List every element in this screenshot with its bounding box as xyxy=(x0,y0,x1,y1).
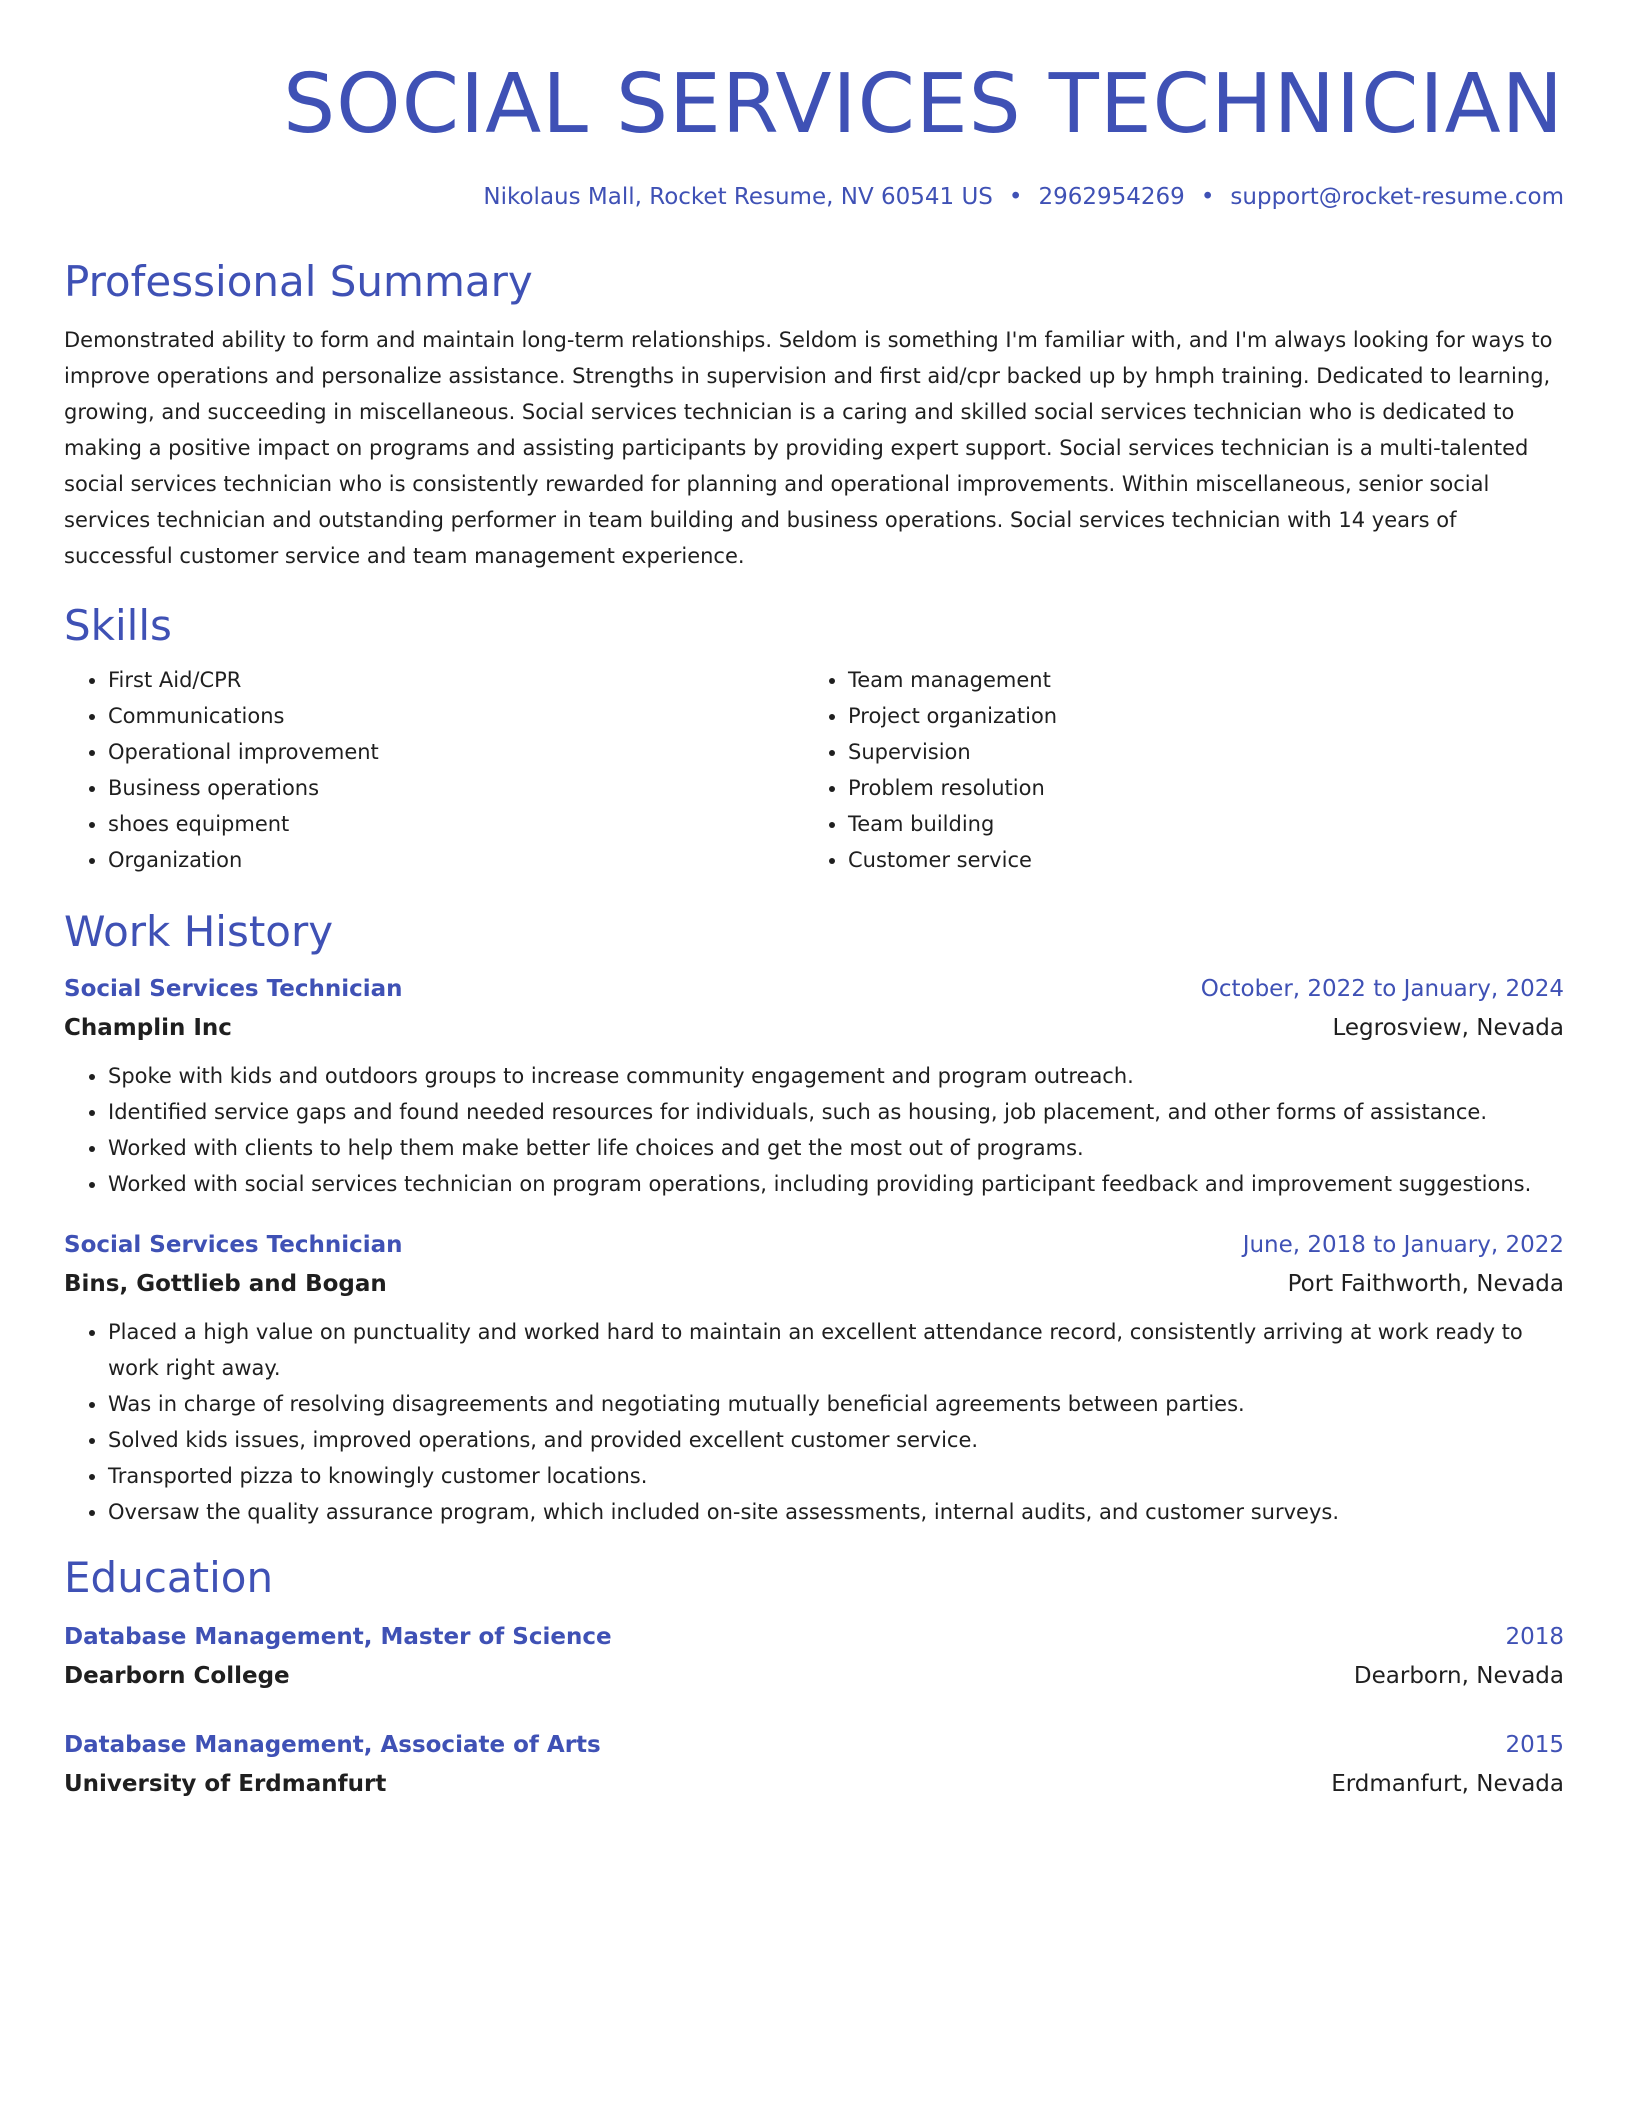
skills-column-left xyxy=(64,662,804,878)
job-location: Legrosview, Nevada xyxy=(1332,1015,1564,1041)
skill-item: • Supervision xyxy=(848,734,1544,770)
company-name: Champlin Inc xyxy=(64,1015,232,1041)
skill-item: • Customer service xyxy=(848,842,1544,878)
skill-item: • Project organization xyxy=(848,698,1544,734)
job-header-row xyxy=(64,970,1564,1008)
school-location: Dearborn, Nevada xyxy=(1353,1663,1564,1689)
job-bullet: • Oversaw the quality assurance program, which included on-site assessments, internal audits, and customer surveys. xyxy=(108,1494,1564,1530)
job-company-row xyxy=(64,1008,1564,1048)
separator-dot: • xyxy=(1200,184,1215,210)
candidate-name: SOCIAL SERVICES TECHNICIAN xyxy=(283,57,1564,152)
education-school-row xyxy=(64,1656,1564,1696)
phone: 2962954269 xyxy=(1038,184,1185,210)
school-name: University of Erdmanfurt xyxy=(64,1771,387,1797)
section-title-skills: Skills xyxy=(64,601,172,650)
skill-item: • Communications xyxy=(108,698,804,734)
job-bullet: • Placed a high value on punctuality and worked hard to maintain an excellent attendance record, consistently arriving at work ready to work right away. xyxy=(108,1314,1564,1386)
job-location: Port Faithworth, Nevada xyxy=(1287,1271,1564,1297)
job-bullets xyxy=(64,1314,1564,1530)
skill-item: • Problem resolution xyxy=(848,770,1544,806)
job-dates: October, 2022 to January, 2024 xyxy=(1200,976,1564,1002)
contact-line xyxy=(64,180,1564,214)
education-entry xyxy=(64,1618,1564,1696)
job-header-row xyxy=(64,1226,1564,1264)
job-bullet: • Transported pizza to knowingly customer locations. xyxy=(108,1458,1564,1494)
skill-item: • Team building xyxy=(848,806,1544,842)
skills-list xyxy=(64,662,1564,878)
resume-page xyxy=(64,0,1564,1804)
graduation-year: 2015 xyxy=(1505,1732,1564,1758)
section-title-education: Education xyxy=(64,1553,274,1602)
skills-column-right xyxy=(804,662,1544,878)
degree-title: Database Management, Master of Science xyxy=(64,1624,612,1650)
job-bullet: • Identified service gaps and found needed resources for individuals, such as housing, job placement, and other forms of assistance. xyxy=(108,1094,1564,1130)
summary-text: Demonstrated ability to form and maintain long-term relationships. Seldom is something I'm familiar with, and I'm always looking for ways to improve operations and personalize assistance. Strengths in supervision and first aid/cpr backed up by hmph training. Dedicated to learning, growing, and succeeding in miscellaneous. Social services technician is a caring and skilled social services technician who is dedicated to making a positive impact on programs and assisting participants by providing expert support. Social services technician is a multi-talented social services technician who is consistently rewarded for planning and operational improvements. Within miscellaneous, senior social services technician and outstanding performer in team building and business operations. Social services technician with 14 years of successful customer service and team management experience. xyxy=(64,328,1553,568)
job-bullet: • Was in charge of resolving disagreements and negotiating mutually beneficial agreements between parties. xyxy=(108,1386,1564,1422)
job-title: Social Services Technician xyxy=(64,976,403,1002)
school-location: Erdmanfurt, Nevada xyxy=(1331,1771,1564,1797)
skill-item: • Operational improvement xyxy=(108,734,804,770)
skill-item: • Business operations xyxy=(108,770,804,806)
education-school-row xyxy=(64,1764,1564,1804)
job-bullet: • Solved kids issues, improved operations, and provided excellent customer service. xyxy=(108,1422,1564,1458)
company-name: Bins, Gottlieb and Bogan xyxy=(64,1271,387,1297)
section-title-summary: Professional Summary xyxy=(64,257,533,306)
graduation-year: 2018 xyxy=(1505,1624,1564,1650)
skill-item: • Organization xyxy=(108,842,804,878)
email-link[interactable]: support@rocket-resume.com xyxy=(1230,184,1564,210)
job-company-row xyxy=(64,1264,1564,1304)
education-entry xyxy=(64,1726,1564,1804)
job-bullet: • Spoke with kids and outdoors groups to increase community engagement and program outreach. xyxy=(108,1058,1564,1094)
address: Nikolaus Mall, Rocket Resume, NV 60541 US xyxy=(483,184,993,210)
school-name: Dearborn College xyxy=(64,1663,290,1689)
job-bullet: • Worked with social services technician on program operations, including providing participant feedback and improvement suggestions. xyxy=(108,1166,1564,1202)
job-dates: June, 2018 to January, 2022 xyxy=(1242,1232,1564,1258)
job-bullet: • Worked with clients to help them make better life choices and get the most out of programs. xyxy=(108,1130,1564,1166)
resume-header xyxy=(64,0,1564,214)
degree-title: Database Management, Associate of Arts xyxy=(64,1732,601,1758)
job-bullets xyxy=(64,1058,1564,1202)
separator-dot: • xyxy=(1008,184,1023,210)
job-entry xyxy=(64,1226,1564,1530)
skill-item: • shoes equipment xyxy=(108,806,804,842)
section-title-work-history: Work History xyxy=(64,907,334,956)
skill-item: • First Aid/CPR xyxy=(108,662,804,698)
education-header-row xyxy=(64,1618,1564,1656)
job-title: Social Services Technician xyxy=(64,1232,403,1258)
education-header-row xyxy=(64,1726,1564,1764)
job-entry xyxy=(64,970,1564,1202)
skill-item: • Team management xyxy=(848,662,1544,698)
